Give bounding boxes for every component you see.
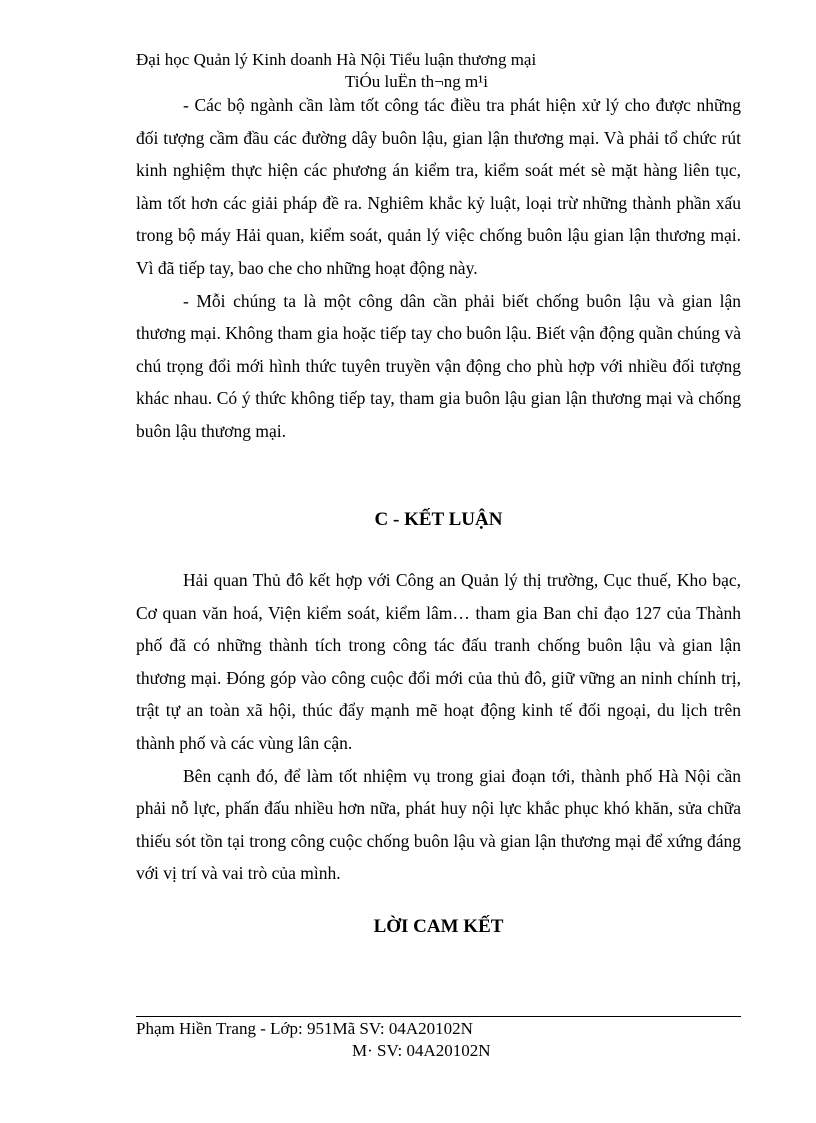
page-header: Đại học Quản lý Kinh doanh Hà Nội Tiểu luận thương mại — [136, 50, 537, 69]
section-heading-loi-cam-ket: LỜI CAM KẾT — [373, 916, 504, 937]
paragraph: - Các bộ ngành cần làm tốt công tác điều tra phát hiện xử lý cho được những đối tượng cầm đầu các đường dây buôn lậu, gian lận thương mại. Và phải tổ chức rút kinh nghiệm thực hiện các phương án kiểm tra, kiểm soát mét sè mặt hàng liên tục, làm tốt hơn các giải pháp đề ra. Nghiêm khắc kỷ luật, loại trừ những thành phần xấu trong bộ máy Hải quan, kiểm soát, quản lý việc chống buôn lậu gian lận thương mại. Vì đã tiếp tay, bao che cho những hoạt động này. — [136, 95, 741, 278]
section-c-body — [136, 564, 741, 890]
paragraph: Hải quan Thủ đô kết hợp với Công an Quản lý thị trường, Cục thuế, Kho bạc, Cơ quan văn hoá, Viện kiểm soát, kiểm lâm… tham gia Ban chỉ đạo 127 của Thành phố đã có những thành tích trong công tác đấu tranh chống buôn lậu và gian lận thương mại. Đóng góp vào công cuộc đổi mới của thủ đô, giữ vững an ninh chính trị, trật tự an toàn xã hội, thúc đẩy mạnh mẽ hoạt động kinh tế đối ngoại, du lịch trên thành phố và các vùng lân cận. — [136, 570, 741, 753]
paragraph: - Mỗi chúng ta là một công dân cần phải biết chống buôn lậu và gian lận thương mại. Không tham gia hoặc tiếp tay cho buôn lậu. Biết vận động quần chúng và chú trọng đổi mới hình thức tuyên truyền vận động cho phù hợp với nhiều đối tượng khác nhau. Có ý thức không tiếp tay, tham gia buôn lậu gian lận thương mại và chống buôn lậu thương mại. — [136, 290, 741, 441]
paragraph: Bên cạnh đó, để làm tốt nhiệm vụ trong giai đoạn tới, thành phố Hà Nội cần phải nỗ lực, phấn đấu nhiều hơn nữa, phát huy nội lực khắc phục khó khăn, sửa chữa thiếu sót tồn tại trong công cuộc chống buôn lậu và gian lận thương mại để xứng đáng với vị trí và vai trò của mình. — [136, 765, 741, 884]
section-heading-ket-luan: C - KẾT LUẬN — [374, 509, 503, 530]
page-footer: Phạm Hiền Trang - Lớp: 951Mã SV: 04A20102N — [136, 1019, 473, 1038]
footer-divider — [136, 1016, 741, 1017]
page-footer-encoded: M· SV: 04A20102N — [352, 1041, 491, 1060]
page-header-encoded: TiÓu luËn th¬ng m¹i — [345, 72, 488, 91]
section-b-body — [136, 89, 741, 448]
